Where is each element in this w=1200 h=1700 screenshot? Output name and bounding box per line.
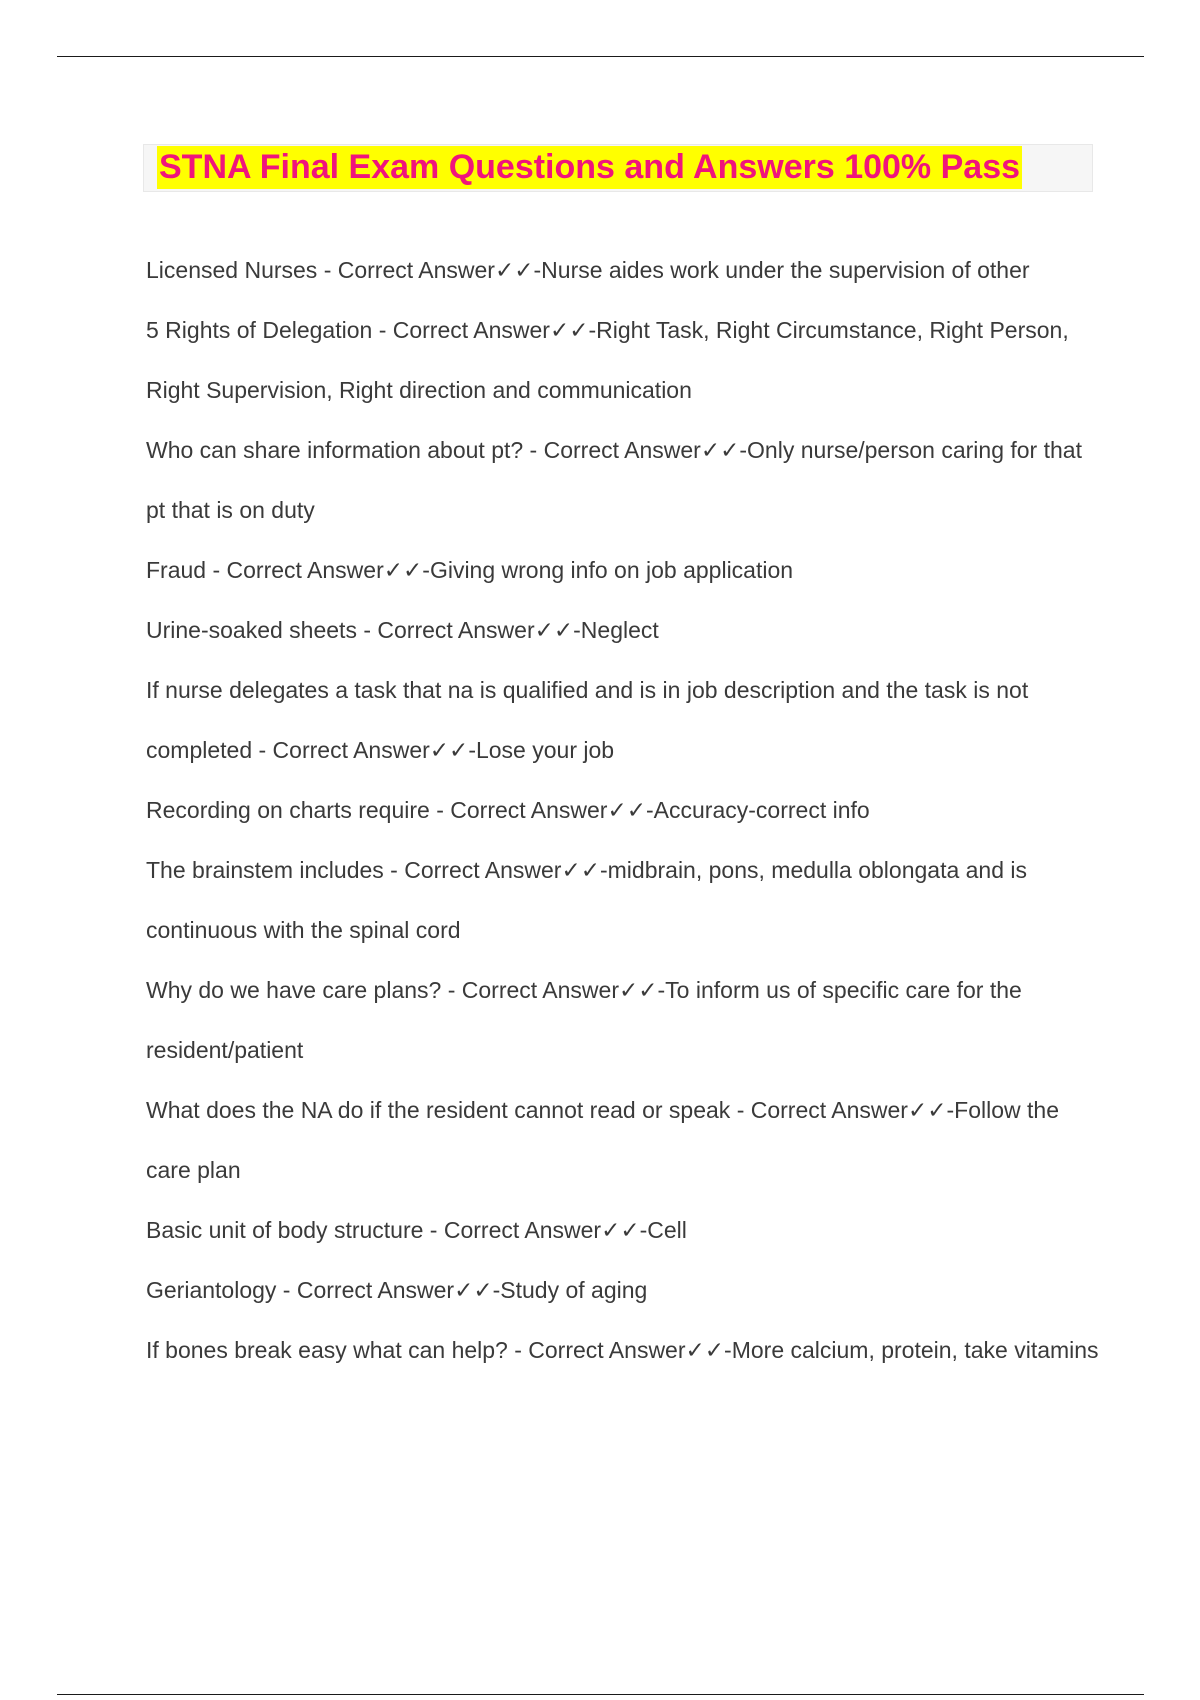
qa-entry: If bones break easy what can help? - Correct Answer✓✓-More calcium, protein, take vitamins xyxy=(146,1337,1099,1363)
qa-entry: Licensed Nurses - Correct Answer✓✓-Nurse aides work under the supervision of other xyxy=(146,257,1030,283)
qa-entry: Geriantology - Correct Answer✓✓-Study of aging xyxy=(146,1277,648,1303)
footer-rule xyxy=(57,1694,1144,1695)
qa-entry: Basic unit of body structure - Correct Answer✓✓-Cell xyxy=(146,1217,687,1243)
qa-list xyxy=(146,240,1106,1380)
qa-entry: Fraud - Correct Answer✓✓-Giving wrong info on job application xyxy=(146,557,794,583)
qa-entry: Why do we have care plans? - Correct Answer✓✓-To inform us of specific care for the resident/patient xyxy=(146,977,1022,1063)
qa-entry: What does the NA do if the resident cannot read or speak - Correct Answer✓✓-Follow the care plan xyxy=(146,1097,1059,1183)
qa-entry: The brainstem includes - Correct Answer✓✓-midbrain, pons, medulla oblongata and is continuous with the spinal cord xyxy=(146,857,1028,943)
document-title: STNA Final Exam Questions and Answers 100% Pass xyxy=(157,146,1022,189)
header-rule xyxy=(57,56,1144,57)
qa-entry: 5 Rights of Delegation - Correct Answer✓✓-Right Task, Right Circumstance, Right Person, Right Supervision, Right direction and communication xyxy=(146,317,1069,403)
qa-entry: Who can share information about pt? - Correct Answer✓✓-Only nurse/person caring for that pt that is on duty xyxy=(146,437,1082,523)
qa-entry: Recording on charts require - Correct Answer✓✓-Accuracy-correct info xyxy=(146,797,870,823)
qa-entry: Urine-soaked sheets - Correct Answer✓✓-Neglect xyxy=(146,617,659,643)
qa-entry: If nurse delegates a task that na is qualified and is in job description and the task is not completed - Correct Answer✓✓-Lose your job xyxy=(146,677,1029,763)
